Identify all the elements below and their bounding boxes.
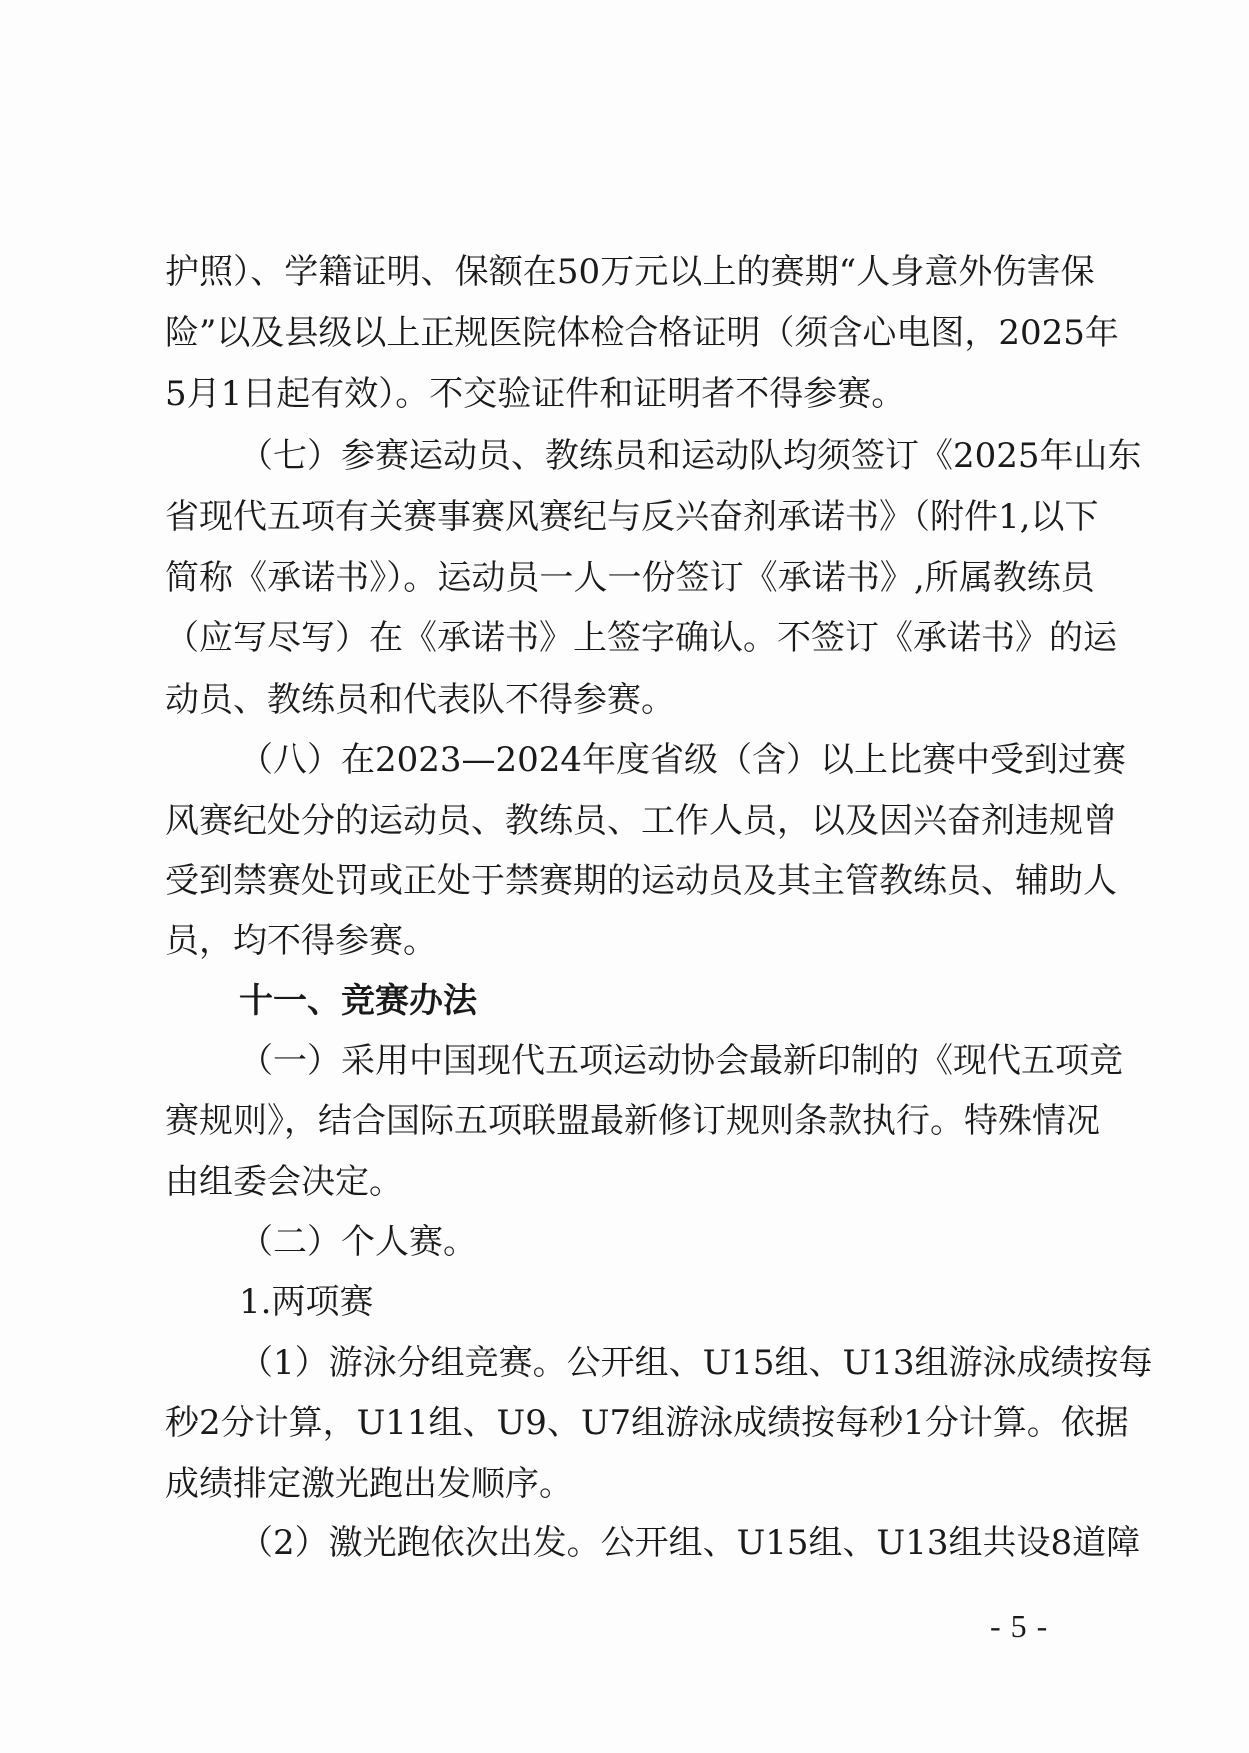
text-line: 秒2分计算，U11组、U9、U7组游泳成绩按每秒1分计算。依据 bbox=[165, 1403, 1129, 1443]
page-number: -5- bbox=[990, 1608, 1058, 1644]
item-2-start: （2）激光跑依次出发。公开组、U15组、U13组共设8道障 bbox=[239, 1523, 1141, 1563]
text-line: 赛规则》，结合国际五项联盟最新修订规则条款执行。特殊情况 bbox=[165, 1101, 1100, 1141]
text-line: 5月1日起有效）。不交验证件和证明者不得参赛。 bbox=[165, 374, 906, 414]
text-line: 险”以及县级以上正规医院体检合格证明（须含心电图，2025年 bbox=[165, 313, 1119, 353]
item-1-start: （1）游泳分组竞赛。公开组、U15组、U13组游泳成绩按每 bbox=[239, 1343, 1153, 1383]
text-line: 员，均不得参赛。 bbox=[165, 921, 437, 961]
paragraph-8-start: （八）在2023—2024年度省级（含）以上比赛中受到过赛 bbox=[239, 740, 1127, 780]
text-line: 动员、教练员和代表队不得参赛。 bbox=[165, 680, 675, 720]
text-line: 成绩排定激光跑出发顺序。 bbox=[165, 1464, 573, 1504]
text-line: （应写尽写）在《承诺书》上签字确认。不签订《承诺书》的运 bbox=[165, 618, 1117, 658]
text-line: 省现代五项有关赛事赛风赛纪与反兴奋剂承诺书》（附件1,以下 bbox=[165, 497, 1099, 537]
paragraph-7-start: （七）参赛运动员、教练员和运动队均须签订《2025年山东 bbox=[239, 436, 1142, 476]
subsection-heading: （二）个人赛。 bbox=[239, 1222, 477, 1262]
text-line: 简称《承诺书》）。运动员一人一份签订《承诺书》,所属教练员 bbox=[165, 558, 1095, 598]
text-line: 受到禁赛处罚或正处于禁赛期的运动员及其主管教练员、辅助人 bbox=[165, 861, 1117, 901]
section-heading: 十一、竞赛办法 bbox=[239, 981, 477, 1021]
text-line: 风赛纪处分的运动员、教练员、工作人员，以及因兴奋剂违规曾 bbox=[165, 801, 1117, 841]
subsection-heading: 1.两项赛 bbox=[239, 1282, 374, 1322]
text-line: 由组委会决定。 bbox=[165, 1162, 403, 1202]
text-line: 护照）、学籍证明、保额在50万元以上的赛期“人身意外伤害保 bbox=[165, 252, 1095, 292]
paragraph-1-start: （一）采用中国现代五项运动协会最新印制的《现代五项竞 bbox=[239, 1041, 1123, 1081]
